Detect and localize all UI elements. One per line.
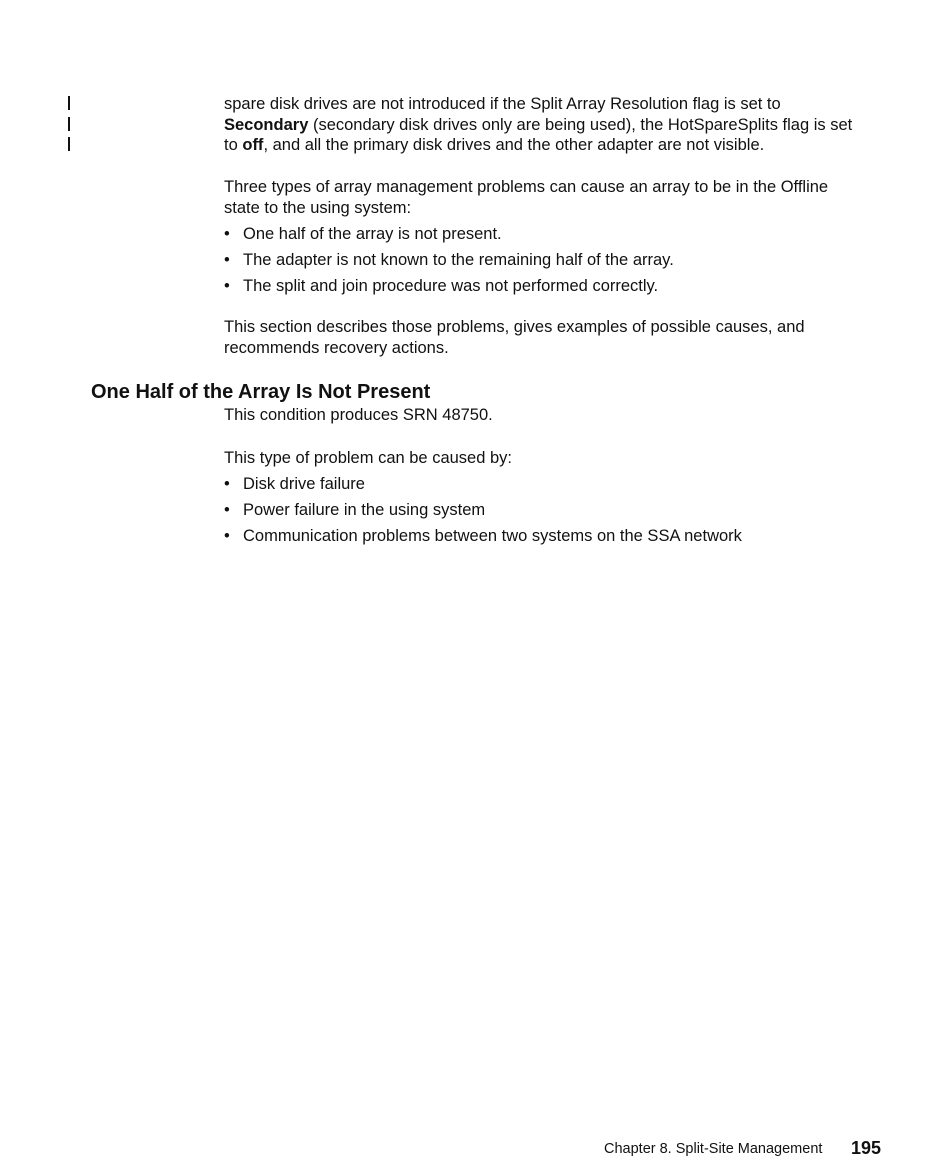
intro-line-3-pre: to xyxy=(224,136,243,154)
bullet-icon: • xyxy=(224,501,230,519)
list-item-text: Power failure in the using system xyxy=(243,501,486,519)
list-item xyxy=(224,276,674,302)
types-line-1: Three types of array management problems can cause an array to be in the Offline xyxy=(224,178,829,196)
problem-list xyxy=(224,224,674,302)
section-description xyxy=(224,317,884,358)
list-item-text: The split and join procedure was not performed correctly. xyxy=(243,277,659,295)
secondary-term: Secondary xyxy=(224,115,309,134)
types-line-2: state to the using system: xyxy=(224,198,412,217)
list-item-text: One half of the array is not present. xyxy=(243,225,502,243)
bullet-icon: • xyxy=(224,225,230,243)
page-number: 195 xyxy=(851,1138,882,1158)
intro-line-3-text: , and all the primary disk drives and the other adapter are not visible. xyxy=(263,136,765,154)
change-bar xyxy=(68,117,70,131)
change-bar xyxy=(68,137,70,151)
list-item xyxy=(224,250,674,276)
list-item-text: Disk drive failure xyxy=(243,475,365,493)
bullet-icon: • xyxy=(224,527,230,545)
footer-chapter-title: Chapter 8. Split-Site Management xyxy=(604,1141,823,1157)
intro-line-3 xyxy=(224,135,884,156)
cause-intro-text: This type of problem can be caused by: xyxy=(224,449,512,467)
condition-paragraph xyxy=(224,405,884,426)
bullet-icon: • xyxy=(224,475,230,493)
bullet-icon: • xyxy=(224,251,230,269)
condition-text: This condition produces SRN 48750. xyxy=(224,406,493,424)
list-item-text: Communication problems between two systems on the SSA network xyxy=(243,527,742,545)
intro-paragraph xyxy=(224,94,884,156)
intro-line-2-text: (secondary disk drives only are being used), the HotSpareSplits flag is set xyxy=(308,115,853,134)
section-description-line-1: This section describes those problems, gives examples of possible causes, and xyxy=(224,318,805,336)
change-bar xyxy=(68,96,70,110)
section-heading: One Half of the Array Is Not Present xyxy=(91,381,431,403)
list-item xyxy=(224,500,742,526)
list-item xyxy=(224,224,674,250)
types-paragraph xyxy=(224,177,884,218)
list-item-text: The adapter is not known to the remaining half of the array. xyxy=(243,251,674,269)
list-item xyxy=(224,474,742,500)
list-item xyxy=(224,526,742,552)
cause-intro-paragraph xyxy=(224,448,884,469)
intro-line-2 xyxy=(224,115,884,136)
intro-line-1: spare disk drives are not introduced if the Split Array Resolution flag is set to xyxy=(224,95,781,113)
off-term: off xyxy=(242,136,264,154)
cause-list xyxy=(224,474,742,552)
section-description-line-2: recommends recovery actions. xyxy=(224,338,449,357)
bullet-icon: • xyxy=(224,277,230,295)
